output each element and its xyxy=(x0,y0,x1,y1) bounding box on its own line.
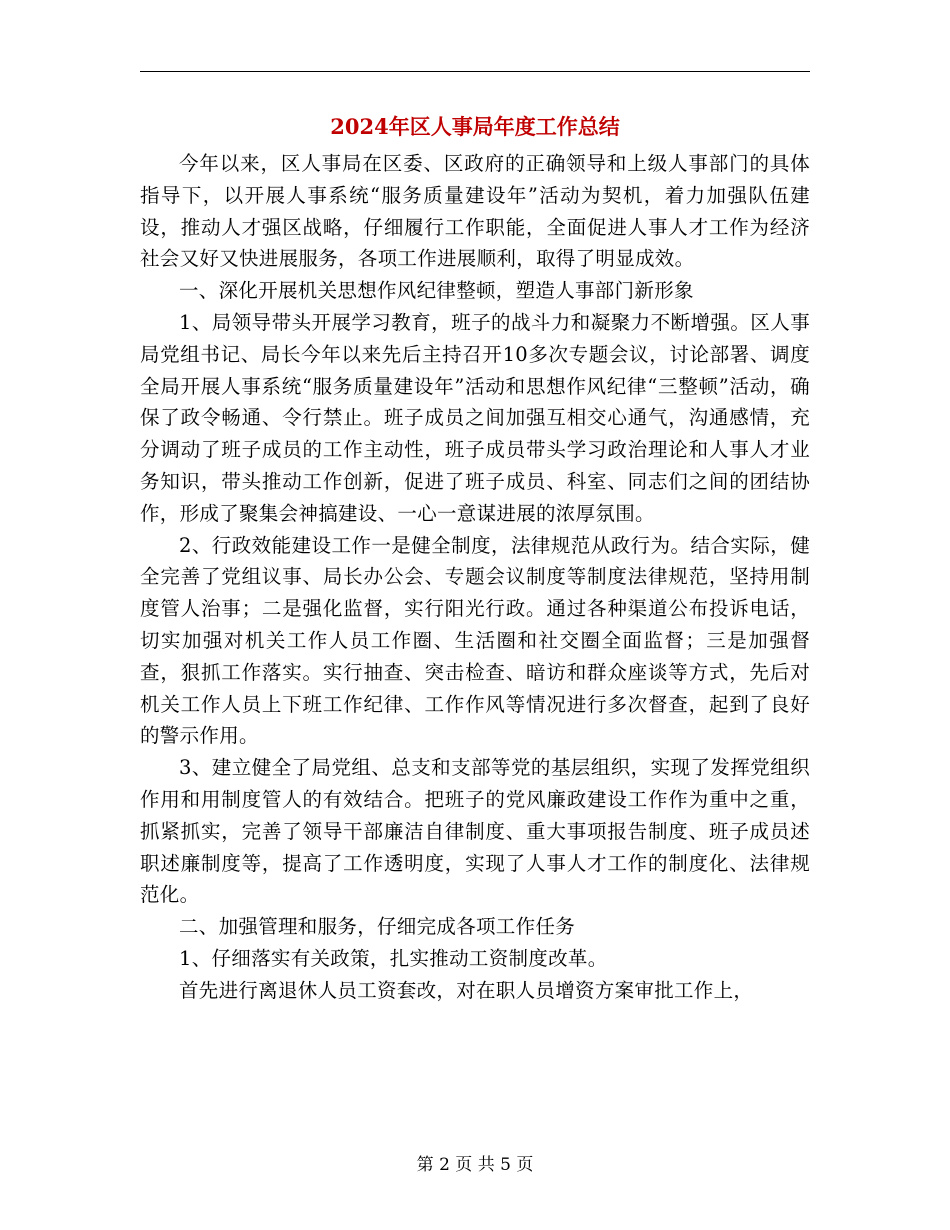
section-heading-2: 二、加强管理和服务，仔细完成各项工作任务 xyxy=(179,915,576,939)
paragraph-continued: 首先进行离退休人员工资套改，对在职人员增资方案审批工作上， xyxy=(179,978,754,1002)
paragraph-item-2-1: 1、仔细落实有关政策，扎实推动工资制度改革。 xyxy=(179,946,608,970)
section-heading-1: 一、深化开展机关思想作风纪律整顿，塑造人事部门新形象 xyxy=(179,279,694,303)
paragraph-item-1-3: 3、建立健全了局党组、总支和支部等党的基层组织，实现了发挥党组织作用和用制度管人的有效结合。把班子的党风廉政建设工作作为重中之重，抓紧抓实，完善了领导干部廉洁自律制度、重大事项报告制度、班子成员述职述廉制度等，提高了工作透明度，实现了人事人才工作的制度化、法律规范化。 xyxy=(140,756,810,907)
header-rule xyxy=(140,71,810,72)
document-title: 2024年区人事局年度工作总结 xyxy=(330,114,620,139)
document-body xyxy=(140,148,810,1007)
paragraph-item-1-1: 1、局领导带头开展学习教育，班子的战斗力和凝聚力不断增强。区人事局党组书记、局长今年以来先后主持召开10多次专题会议，讨论部署、调度全局开展人事系统“服务质量建设年”活动和思想作风纪律“三整顿”活动，确保了政令畅通、令行禁止。班子成员之间加强互相交心通气，沟通感情，充分调动了班子成员的工作主动性，班子成员带头学习政治理论和人事人才业务知识，带头推动工作创新，促进了班子成员、科室、同志们之间的团结协作，形成了聚集会神搞建设、一心一意谋进展的浓厚氛围。 xyxy=(140,310,810,525)
paragraph-intro: 今年以来，区人事局在区委、区政府的正确领导和上级人事部门的具体指导下，以开展人事系统“服务质量建设年”活动为契机，着力加强队伍建设，推动人才强区战略，仔细履行工作职能，全面促进人事人才工作为经济社会又好又快进展服务，各项工作进展顺利，取得了明显成效。 xyxy=(140,152,810,271)
paragraph-item-1-2: 2、行政效能建设工作一是健全制度，法律规范从政行为。结合实际，健全完善了党组议事、局长办公会、专题会议制度等制度法律规范，坚持用制度管人治事；二是强化监督，实行阳光行政。通过各种渠道公布投诉电话，切实加强对机关工作人员工作圈、生活圈和社交圈全面监督；三是加强督查，狠抓工作落实。实行抽查、突击检查、暗访和群众座谈等方式，先后对机关工作人员上下班工作纪律、工作作风等情况进行多次督查，起到了良好的警示作用。 xyxy=(140,533,810,748)
page-number-footer: 第 2 页 共 5 页 xyxy=(416,1155,534,1175)
